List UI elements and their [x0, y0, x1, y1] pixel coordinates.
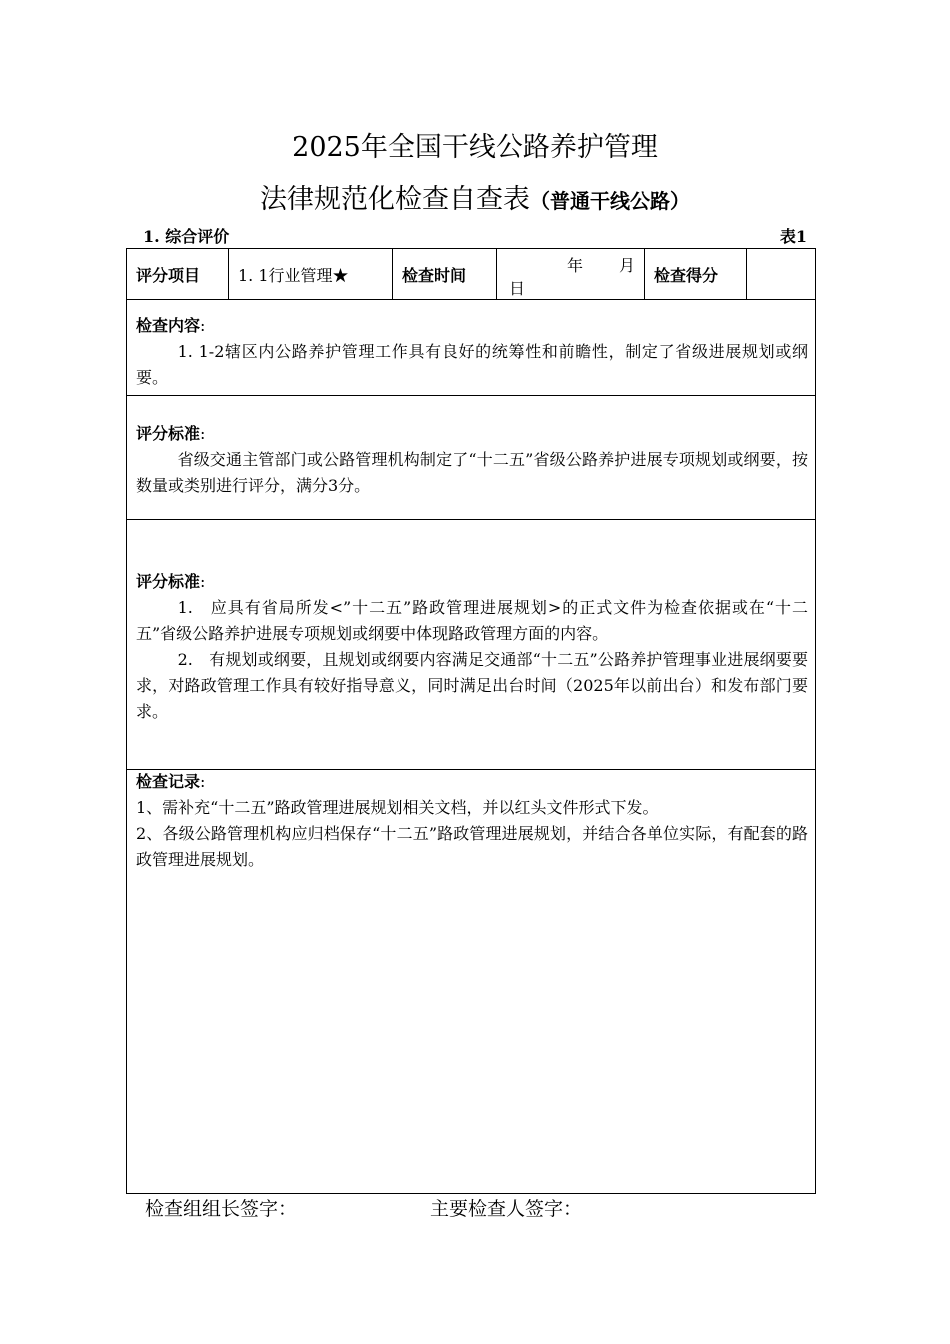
row-divider — [127, 395, 815, 396]
date-day-label: 日 — [509, 279, 526, 298]
document-title-line1: 2025年全国干线公路养护管理 — [292, 132, 658, 163]
criteria-item-2: 2. 有规划或纲要，且规划或纲要内容满足交通部“十二五”公路养护管理事业进展纲要要求，对路政管理工作具有较好指导意义，同时满足出台时间（2025年以前出台）和发布部门要求。 — [136, 650, 808, 721]
inspection-table — [126, 248, 816, 1194]
content-text: 1. 1-2辖区内公路养护管理工作具有良好的统筹性和前瞻性，制定了省级进展规划或纲要。 — [136, 342, 808, 387]
criteria-section-2 — [136, 569, 808, 725]
document-title-line2 — [0, 178, 950, 223]
criteria-heading: 评分标准: — [136, 424, 206, 443]
row-divider — [127, 299, 815, 300]
inspection-date-field[interactable] — [497, 249, 644, 299]
table-number-label: 表1 — [779, 227, 807, 246]
inspector-signature-label: 主要检查人签字： — [430, 1198, 583, 1220]
criteria-heading: 评分标准: — [136, 572, 206, 591]
column-divider — [392, 249, 393, 299]
column-divider — [228, 249, 229, 299]
record-heading: 检查记录: — [136, 772, 206, 791]
criteria-text: 省级交通主管部门或公路管理机构制定了“十二五”省级公路养护进展专项规划或纲要，按数量或类别进行评分，满分3分。 — [136, 450, 808, 495]
item-label-cell: 评分项目 — [136, 265, 201, 285]
row-divider — [127, 519, 815, 520]
document-title-main: 法律规范化检查自查表 — [260, 184, 530, 215]
document-title-subtitle: （普通干线公路） — [530, 189, 690, 213]
column-divider — [644, 249, 645, 299]
leader-signature-label: 检查组组长签字： — [145, 1198, 298, 1220]
date-year-label: 年 — [567, 256, 584, 275]
time-label-cell: 检查时间 — [402, 265, 467, 285]
score-label-cell: 检查得分 — [654, 265, 719, 285]
date-month-label: 月 — [619, 256, 636, 275]
record-section[interactable] — [136, 769, 808, 873]
column-divider — [746, 249, 747, 299]
section-label: 1. 综合评价 — [143, 227, 230, 246]
content-heading: 检查内容: — [136, 316, 206, 335]
criteria-section-1 — [136, 421, 808, 499]
score-value-field[interactable] — [752, 249, 812, 299]
record-line-1: 1、需补充“十二五”路政管理进展规划相关文档，并以红头文件形式下发。 — [136, 798, 659, 817]
content-section — [136, 313, 808, 391]
item-value-cell: 1. 1行业管理★ — [238, 265, 349, 285]
record-line-2: 2、各级公路管理机构应归档保存“十二五”路政管理进展规划，并结合各单位实际，有配套的路政管理进展规划。 — [136, 824, 808, 869]
criteria-item-1: 1. 应具有省局所发<”十二五”路政管理进展规划>的正式文件为检查依据或在“十二五”省级公路养护进展专项规划或纲要中体现路政管理方面的内容。 — [136, 598, 808, 643]
